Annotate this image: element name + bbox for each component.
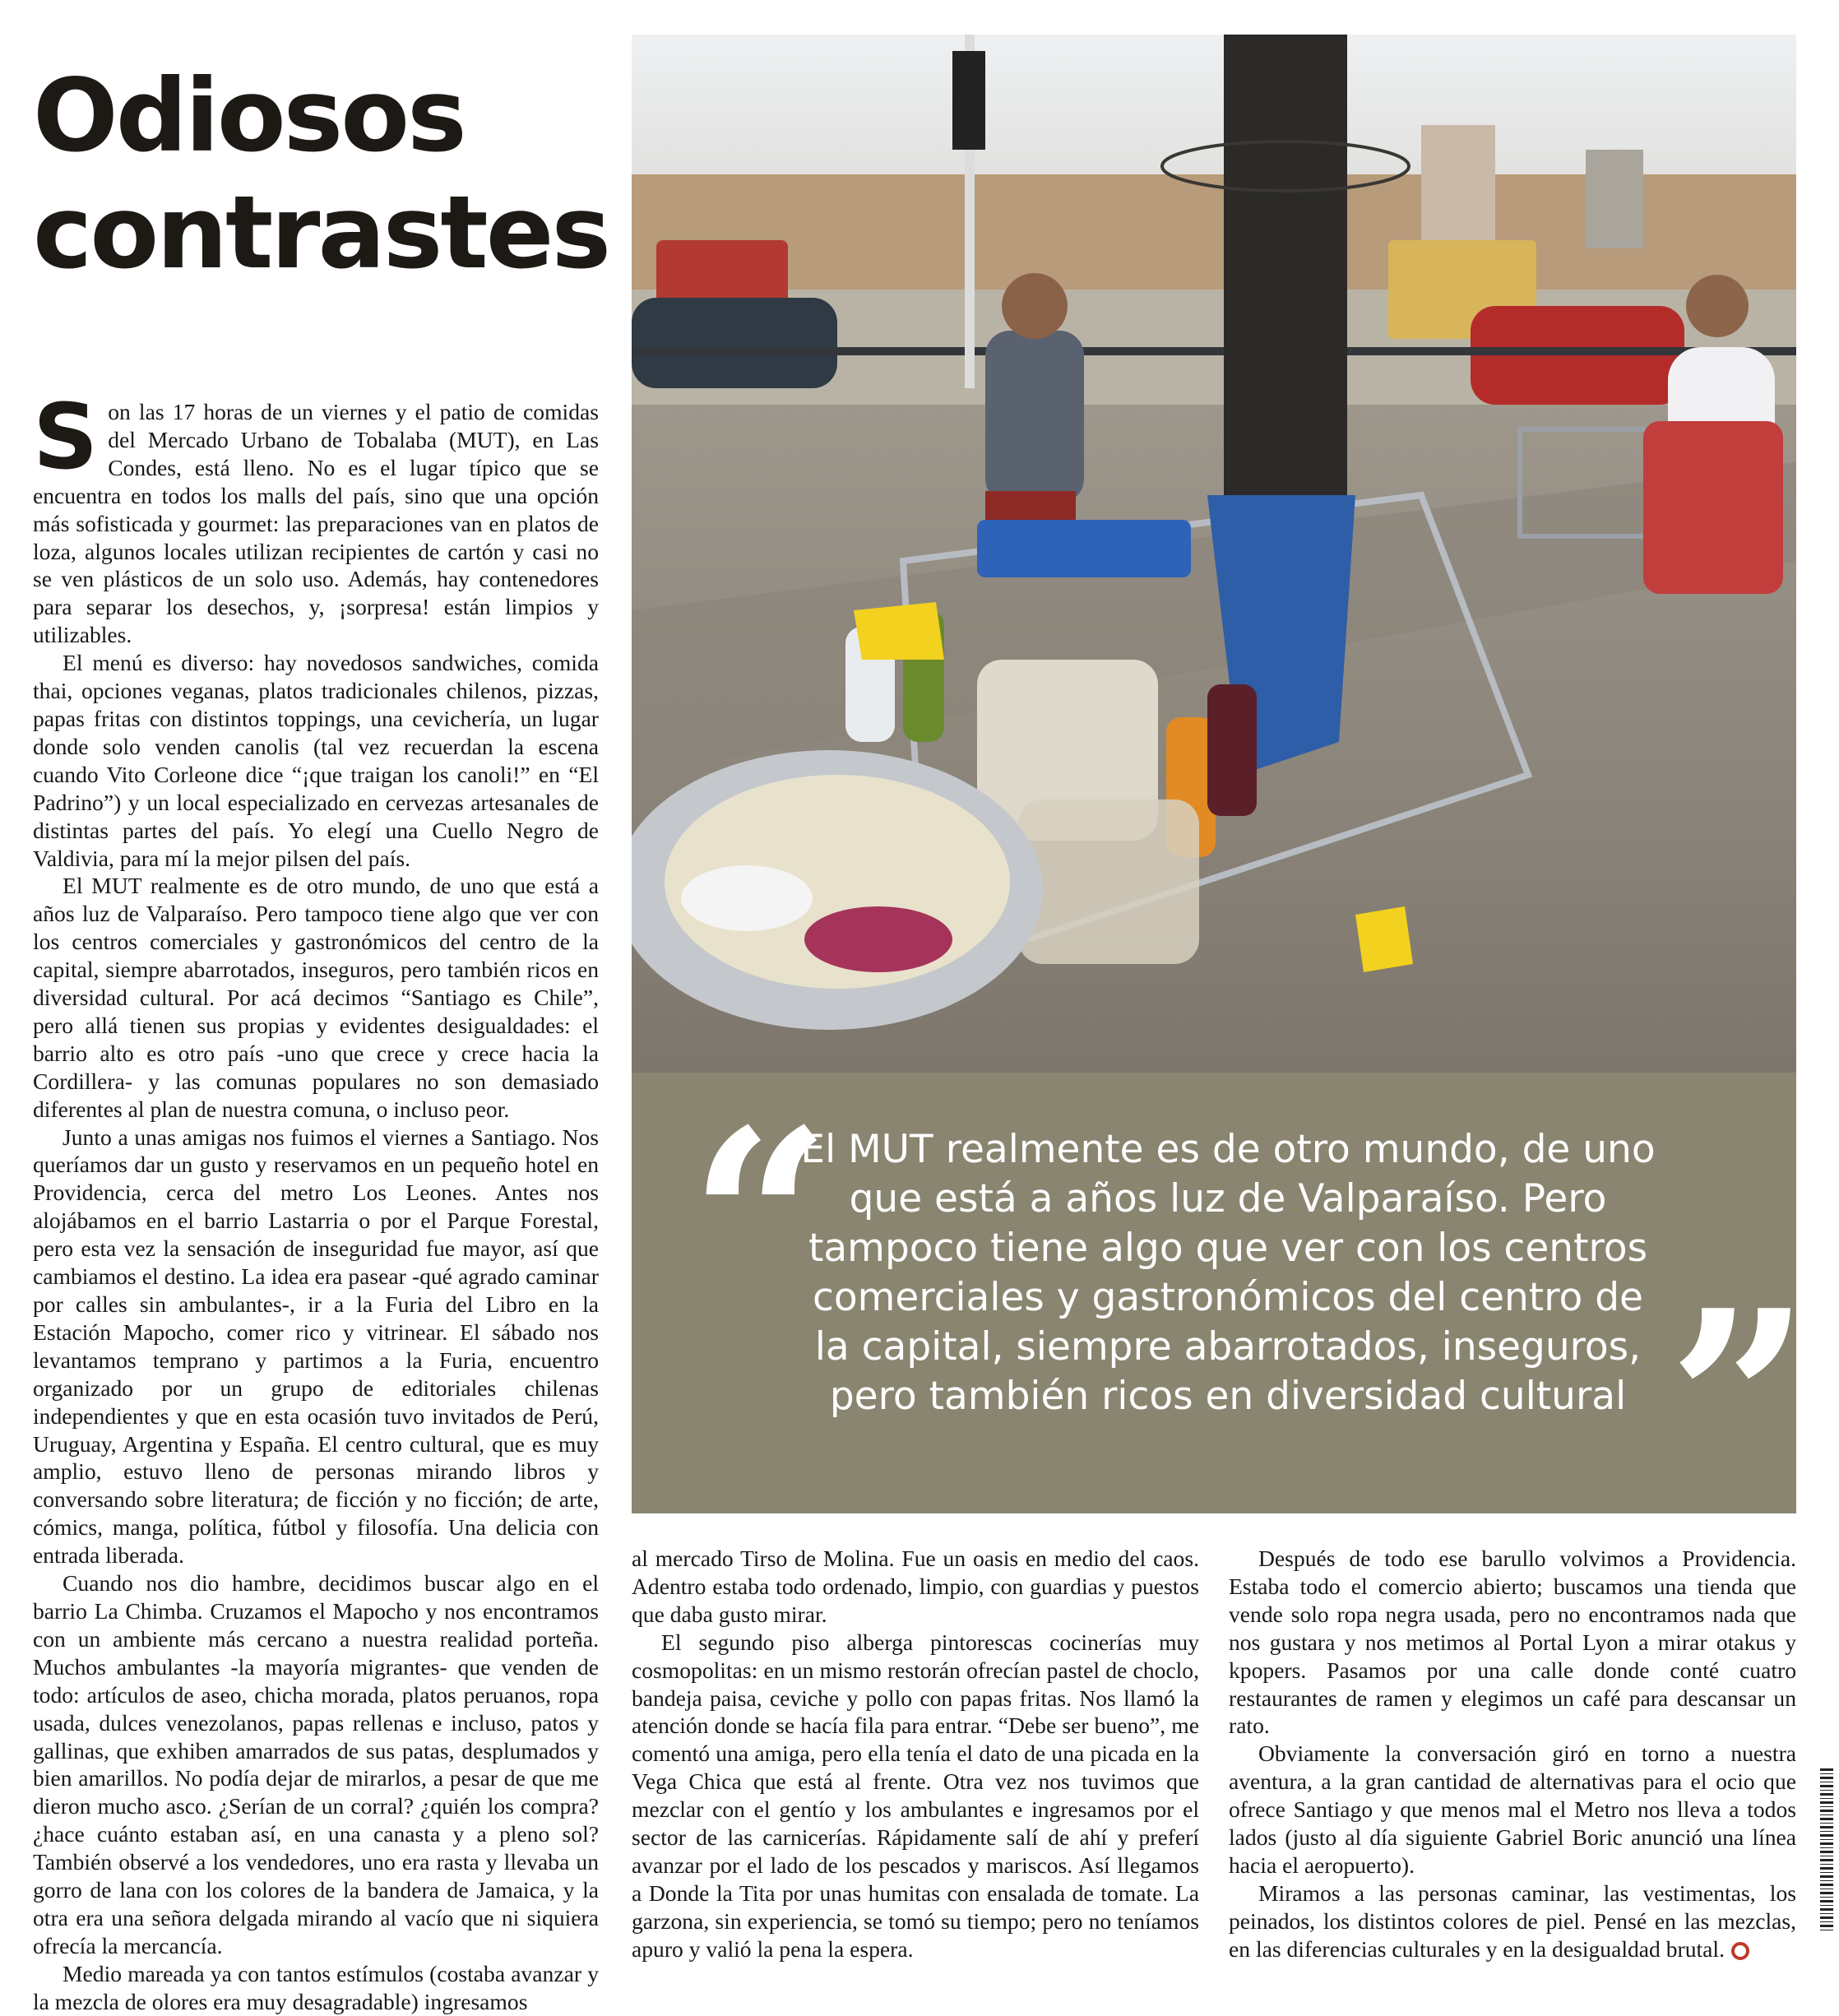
pull-quote (632, 1073, 1810, 1546)
close-quote-mark: ” (1668, 1256, 1810, 1546)
paragraph: Junto a unas amigas nos fuimos el viernes a Santiago. Nos queríamos dar un gusto y reservamos en un pequeño hotel en Providencia, cerca del metro Los Leones. Antes nos alojábamos en el barrio Lastarria o por el Parque Forestal, pero esta vez la sensación de inseguridad fue mayor, así que cambiamos el destino. La idea era pasear -qué agrado caminar por calles sin ambulantes-, ir a la Furia del Libro en la Estación Mapocho, comer rico y vitrinear. El sábado nos levantamos temprano y partimos a la Furia, encuentro organizado por un grupo de editoriales chilenas independientes y que en esta ocasión tuvo invitados de Perú, Uruguay, Argentina y España. El centro cultural, que es muy amplio, estuvo lleno de personas mirando libros y conversando sobre literatura; de ficción y no ficción; de arte, cómics, manga, política, fútbol y filosofía. Una delicia con entrada liberada. (33, 1124, 599, 1569)
paragraph: Medio mareada ya con tantos estímulos (costaba avanzar y la mezcla de olores era muy desagradable) ingresamos (33, 1960, 599, 2014)
paragraph-text: Miramos a las personas caminar, las vestimentas, los peinados, los distintos colores de piel. Pensé en las mezclas, en las diferencias culturales y en la desigualdad brutal. (1229, 1879, 1796, 1962)
article-column-3 (1229, 1545, 1796, 1963)
article-column-2 (632, 1545, 1199, 1963)
end-of-article-icon (1731, 1942, 1749, 1960)
paragraph (1229, 1879, 1796, 1963)
paragraph: Cuando nos dio hambre, decidimos buscar algo en el barrio La Chimba. Cruzamos el Mapocho y nos encontramos con un ambiente más cercano a nuestra realidad porteña. Muchos ambulantes -la mayoría migrantes- que venden de todo: artículos de aseo, chicha morada, platos peruanos, ropa usada, dulces venezolanos, papas rellenas e incluso, patos y gallinas, que exhiben amarrados de sus patas, desplumados y bien amarillos. No podía dejar de mirarlos, a pesar de que me dieron mucho asco. ¿Serían de un corral? ¿quién los compra? ¿hace cuánto estaban así, en una canasta y a pleno sol? También observé a los vendedores, uno era rasta y llevaba un gorro de lana con los colores de la bandera de Jamaica, y la otra era una señora delgada mirando al vacío que ni siquiera ofrecía la mercancía. (33, 1570, 599, 1958)
street-vendor-photo (632, 35, 1796, 1073)
paragraph: El MUT realmente es de otro mundo, de uno que está a años luz de Valparaíso. Pero tampoco tiene algo que ver con los centros comerciales y gastronómicos del centro de la capital, siempre abarrotados, inseguros, pero también ricos en diversidad cultural. Por acá decimos “Santiago es Chile”, pero allá tienen sus propias y evidentes desigualdades: el barrio alto es otro país -uno que crece y crece hacia la Cordillera- y las comunas populares no son demasiado diferentes al plan de nuestra comuna, o incluso peor. (33, 873, 599, 1122)
headline (33, 58, 609, 291)
paragraph: al mercado Tirso de Molina. Fue un oasis en medio del caos. Adentro estaba todo ordenado, limpio, con guardias y puestos que daba gusto mirar. (632, 1546, 1199, 1627)
paragraph (33, 384, 599, 649)
barcode-icon (1820, 1768, 1833, 1933)
paragraph: El segundo piso alberga pintorescas cocinerías muy cosmopolitas: en un mismo restorán ofrecían pastel de choclo, bandeja paisa, ceviche y pollo con papas fritas. Nos llamó la atención donde se hacía fila para entrar. “Debe ser bueno”, me comentó una amiga, pero ella tenía el dato de una picada en la Vega Chica que está al frente. Otra vez nos tuvimos que mezclar con el gentío y los ambulantes e ingresamos por el sector de las carnicerías. Rápidamente salí de ahí y preferí avanzar por el lado de los pescados y mariscos. Así llegamos a Donde la Tita por unas humitas con ensalada de tomate. La garzona, sin experiencia, se tomó su tiempo; pero no teníamos apuro y valió la pena la espera. (632, 1629, 1199, 1962)
pull-quote-text: El MUT realmente es de otro mundo, de uno que está a años luz de Valparaíso. Pero tampoco tiene algo que ver con los centros comerciales y gastronómicos del centro de la capital, siempre abarrotados, inseguros, pero también ricos en diversidad cultural (800, 1127, 1656, 1419)
paragraph: El menú es diverso: hay novedosos sandwiches, comida thai, opciones veganas, platos tradicionales chilenos, pizzas, papas fritas con distintos toppings, una cevichería, un lugar donde solo venden canolis (tal vez recuerdan la escena cuando Vito Corleone dice “¡que traigan los canoli!” en “El Padrino”) y un local especializado en cervezas artesanales de distintas partes del país. Yo elegí una Cuello Negro de Valdivia, para mí la mejor pilsen del país. (33, 650, 599, 871)
paragraph: Después de todo ese barullo volvimos a Providencia. Estaba todo el comercio abierto; buscamos una tienda que vende solo ropa negra usada, pero no encontramos nada que nos gustara y nos metimos al Portal Lyon a mirar otakus y kpopers. Pasamos por una calle donde conté cuatro restaurantes de ramen y elegimos un café para descansar un rato. (1229, 1546, 1796, 1739)
headline-line-1: Odiosos (33, 58, 465, 174)
drop-cap: S (33, 384, 99, 489)
paragraph-text: on las 17 horas de un viernes y el patio de comidas del Mercado Urbano de Tobalaba (MUT), en Las Condes, está lleno. No es el lugar típico que se encuentra en todos los malls del país, sino que una opción más sofisticada y gourmet: las preparaciones van en platos de loza, algunos locales utilizan recipientes de cartón y casi no se ven plásticos de un solo uso. Además, hay contenedores para separar los desechos, y, ¡sorpresa! están limpios y utilizables. (33, 399, 599, 648)
headline-line-2: contrastes (33, 174, 609, 291)
street-vendor-cart-photo-icon (632, 35, 1796, 1073)
article-column-1 (33, 384, 599, 2016)
open-quote-mark: “ (689, 1075, 831, 1365)
paragraph: Obviamente la conversación giró en torno a nuestra aventura, a la gran cantidad de alternativas para el ocio que ofrece Santiago y que menos mal el Metro nos lleva a todos lados (justo al día siguiente Gabriel Boric anunció una línea hacia el aeropuerto). (1229, 1740, 1796, 1878)
